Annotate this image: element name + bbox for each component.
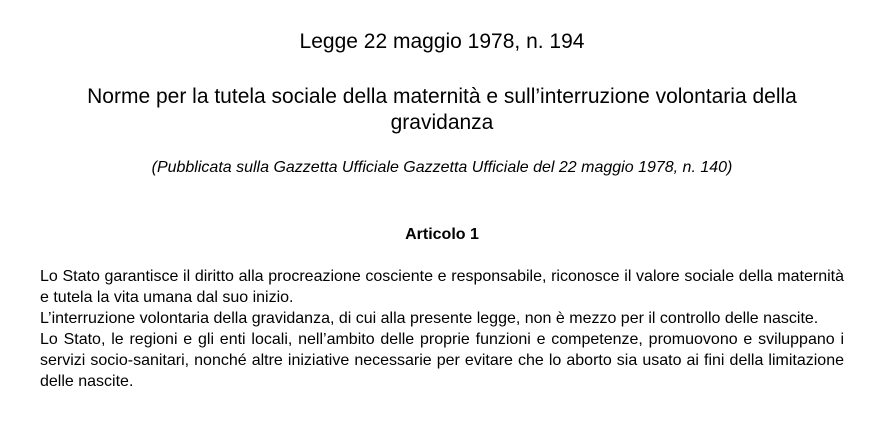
article-heading: Articolo 1 [405,226,479,243]
article-paragraph: Lo Stato garantisce il diritto alla procreazione cosciente e responsabile, riconosce il valore sociale della maternità e tutela la vita umana dal suo inizio. [40,268,844,306]
law-subtitle: Norme per la tutela sociale della maternità e sull’interruzione volontaria della gravidanza [87,85,797,134]
article-paragraph: L’interruzione volontaria della gravidanza, di cui alla presente legge, non è mezzo per il controllo delle nascite. [40,310,819,327]
article-body [40,266,844,392]
law-title: Legge 22 maggio 1978, n. 194 [299,30,585,53]
publication-note: (Pubblicata sulla Gazzetta Ufficiale Gazzetta Ufficiale del 22 maggio 1978, n. 140) [151,159,733,176]
article-paragraph: Lo Stato, le regioni e gli enti locali, nell’ambito delle proprie funzioni e competenze, promuovono e sviluppano i servizi socio-sanitari, nonché altre iniziative necessarie per evitare che lo aborto sia usato ai fini della limitazione delle nascite. [40,331,844,390]
